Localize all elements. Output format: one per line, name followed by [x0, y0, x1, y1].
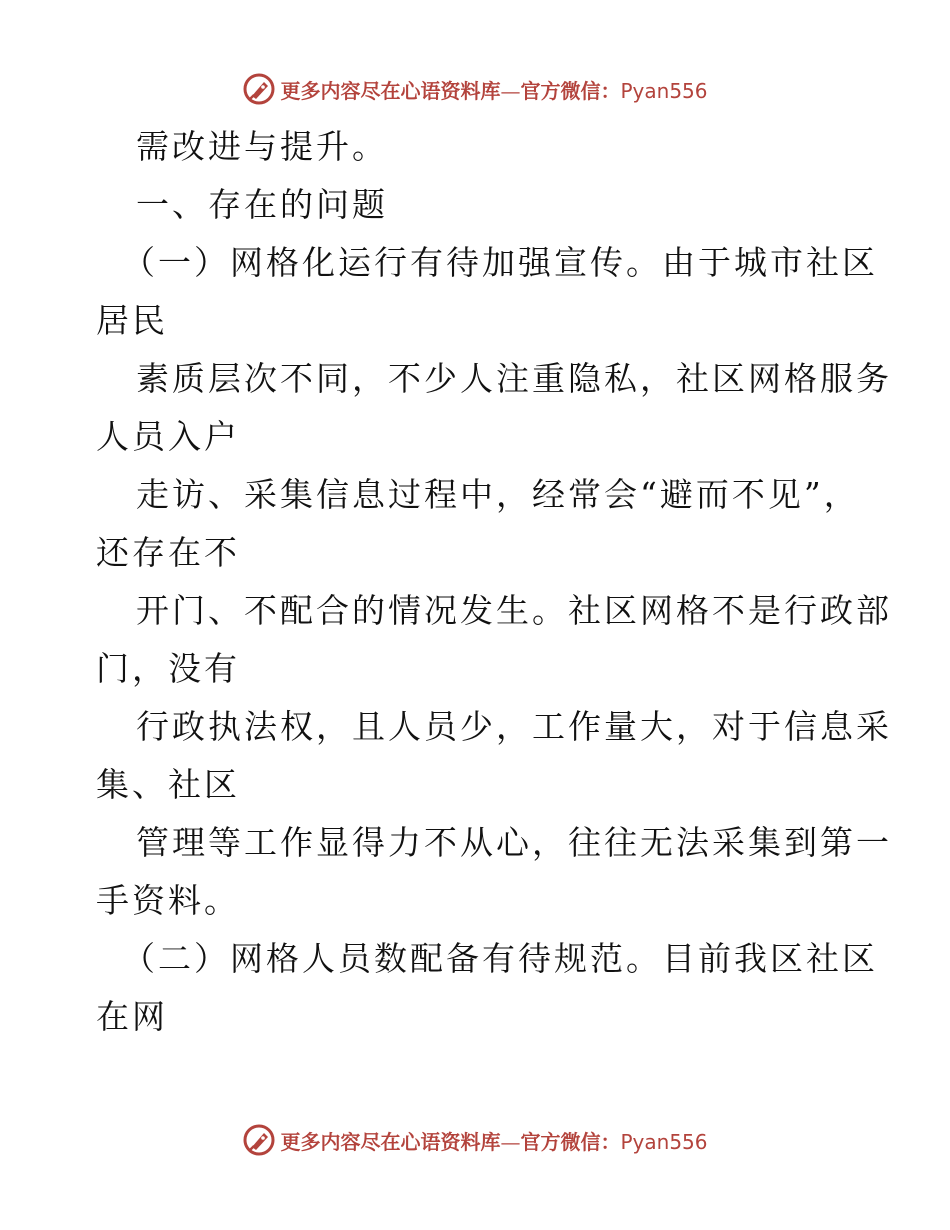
- document-body: [96, 118, 892, 1046]
- page-header-banner: [0, 69, 950, 109]
- section-heading: 一、存在的问题: [136, 185, 388, 224]
- body-line: 手资料。: [96, 881, 240, 920]
- subsection-heading: （一）网格化运行有待加强宣传。由于城市社区: [122, 243, 878, 282]
- pen-nib-logo-icon: [242, 1123, 276, 1157]
- footer-text: [280, 1126, 707, 1155]
- footer-wechat-id: Pyan556: [620, 1129, 708, 1154]
- body-line: 人员入户: [96, 417, 240, 456]
- body-line: 还存在不: [96, 533, 240, 572]
- body-line: 管理等工作显得力不从心，往往无法采集到第一: [136, 823, 892, 862]
- footer-brand-text: 更多内容尽在心语资料库: [280, 1129, 501, 1154]
- body-line: 门，没有: [96, 649, 240, 688]
- body-line: 开门、不配合的情况发生。社区网格不是行政部: [136, 591, 892, 630]
- header-wechat-id: Pyan556: [620, 78, 708, 103]
- header-wechat-label: 官方微信：: [520, 78, 621, 103]
- body-line: 在网: [96, 997, 168, 1036]
- body-line: 居民: [96, 301, 168, 340]
- header-separator: —: [500, 78, 521, 103]
- footer-wechat-label: 官方微信：: [520, 1129, 621, 1154]
- body-line: 需改进与提升。: [136, 127, 388, 166]
- header-text: [280, 75, 707, 104]
- body-line: 行政执法权，且人员少，工作量大，对于信息采: [136, 707, 892, 746]
- body-line: 集、社区: [96, 765, 240, 804]
- body-line: 素质层次不同，不少人注重隐私，社区网格服务: [136, 359, 892, 398]
- header-brand-text: 更多内容尽在心语资料库: [280, 78, 501, 103]
- footer-separator: —: [500, 1129, 521, 1154]
- subsection-heading: （二）网格人员数配备有待规范。目前我区社区: [122, 939, 878, 978]
- page-footer-banner: [0, 1120, 950, 1160]
- pen-nib-logo-icon: [242, 72, 276, 106]
- body-line: 走访、采集信息过程中，经常会“避而不见”，: [136, 475, 860, 514]
